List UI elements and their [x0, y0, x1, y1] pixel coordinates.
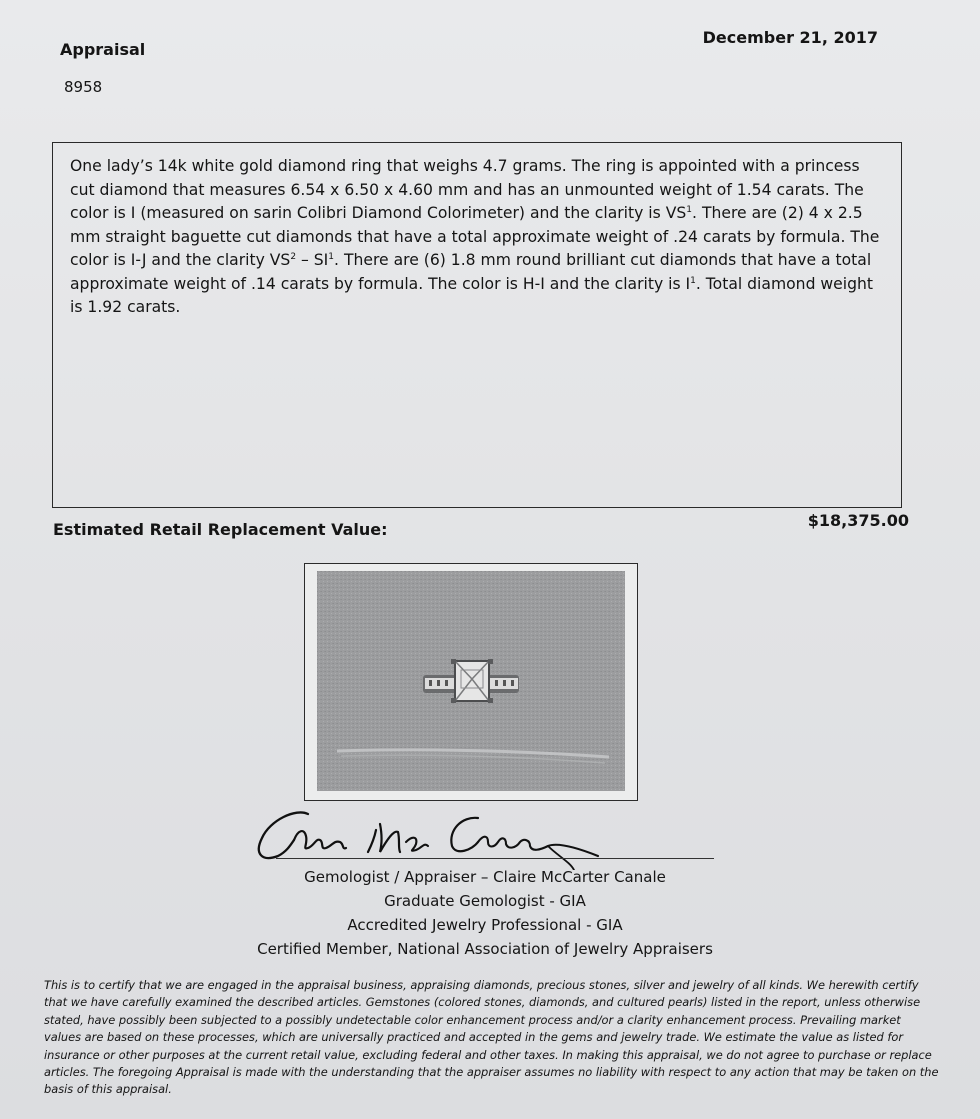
document-title: Appraisal [60, 40, 146, 59]
credential-line: Graduate Gemologist - GIA [384, 892, 586, 910]
value-amount: $18,375.00 [807, 511, 909, 530]
signature-line [276, 858, 714, 859]
value-label: Estimated Retail Replacement Value: [53, 520, 388, 539]
ring-photo [317, 571, 625, 791]
credential-line: Certified Member, National Association of Jewelry Appraisers [257, 940, 713, 958]
appraiser-credentials [220, 865, 750, 961]
credential-line: Gemologist / Appraiser – Claire McCarter Canale [304, 868, 666, 886]
credential-line: Accredited Jewelry Professional - GIA [347, 916, 623, 934]
description-text: One lady’s 14k white gold diamond ring that weighs 4.7 grams. The ring is appointed with a princess cut diamond that measures 6.54 x 6.50 x 4.60 mm and has an unmounted weight of 1.54 carats. The color is I (measured on sarin Colibri Diamond Colorimeter) and the clarity is $VS^1$. There are (2) 4 x 2.5 mm straight baguette cut diamonds that have a total approximate weight of .24 carats by formula. The color is I-J and the clarity $VS^2 - SI^1$. There are (6) 1.8 mm round brilliant cut diamonds that have a total approximate weight of .14 carats by formula. The color is H-I and the clarity is $I^1$. Total diamond weight is 1.92 carats. [70, 157, 880, 316]
appraiser-signature [248, 800, 608, 870]
item-description-box [52, 142, 902, 508]
ring-photo-frame [304, 563, 638, 801]
certification-disclaimer: This is to certify that we are engaged in the appraisal business, appraising diamonds, precious stones, silver and jewelry of all kinds. We herewith certify that we have carefully examined the described articles. Gemstones (colored stones, diamonds, and cultured pearls) listed in the report, unless otherwise stated, have possibly been subjected to a possibly undetectable color enhancement process and/or a clarity enhancement process. Prevailing market values are based on these processes, which are universally practiced and accepted in the gems and jewelry trade. We estimate the value as listed for insurance or other purposes at the current retail value, excluding federal and other taxes. In making this appraisal, we do not agree to purchase or replace articles. The foregoing Appraisal is made with the understanding that the appraiser assumes no liability with respect to any action that may be taken on the basis of this appraisal. [44, 978, 939, 1097]
appraisal-date: December 21, 2017 [702, 28, 878, 47]
appraisal-number: 8958 [64, 78, 103, 96]
